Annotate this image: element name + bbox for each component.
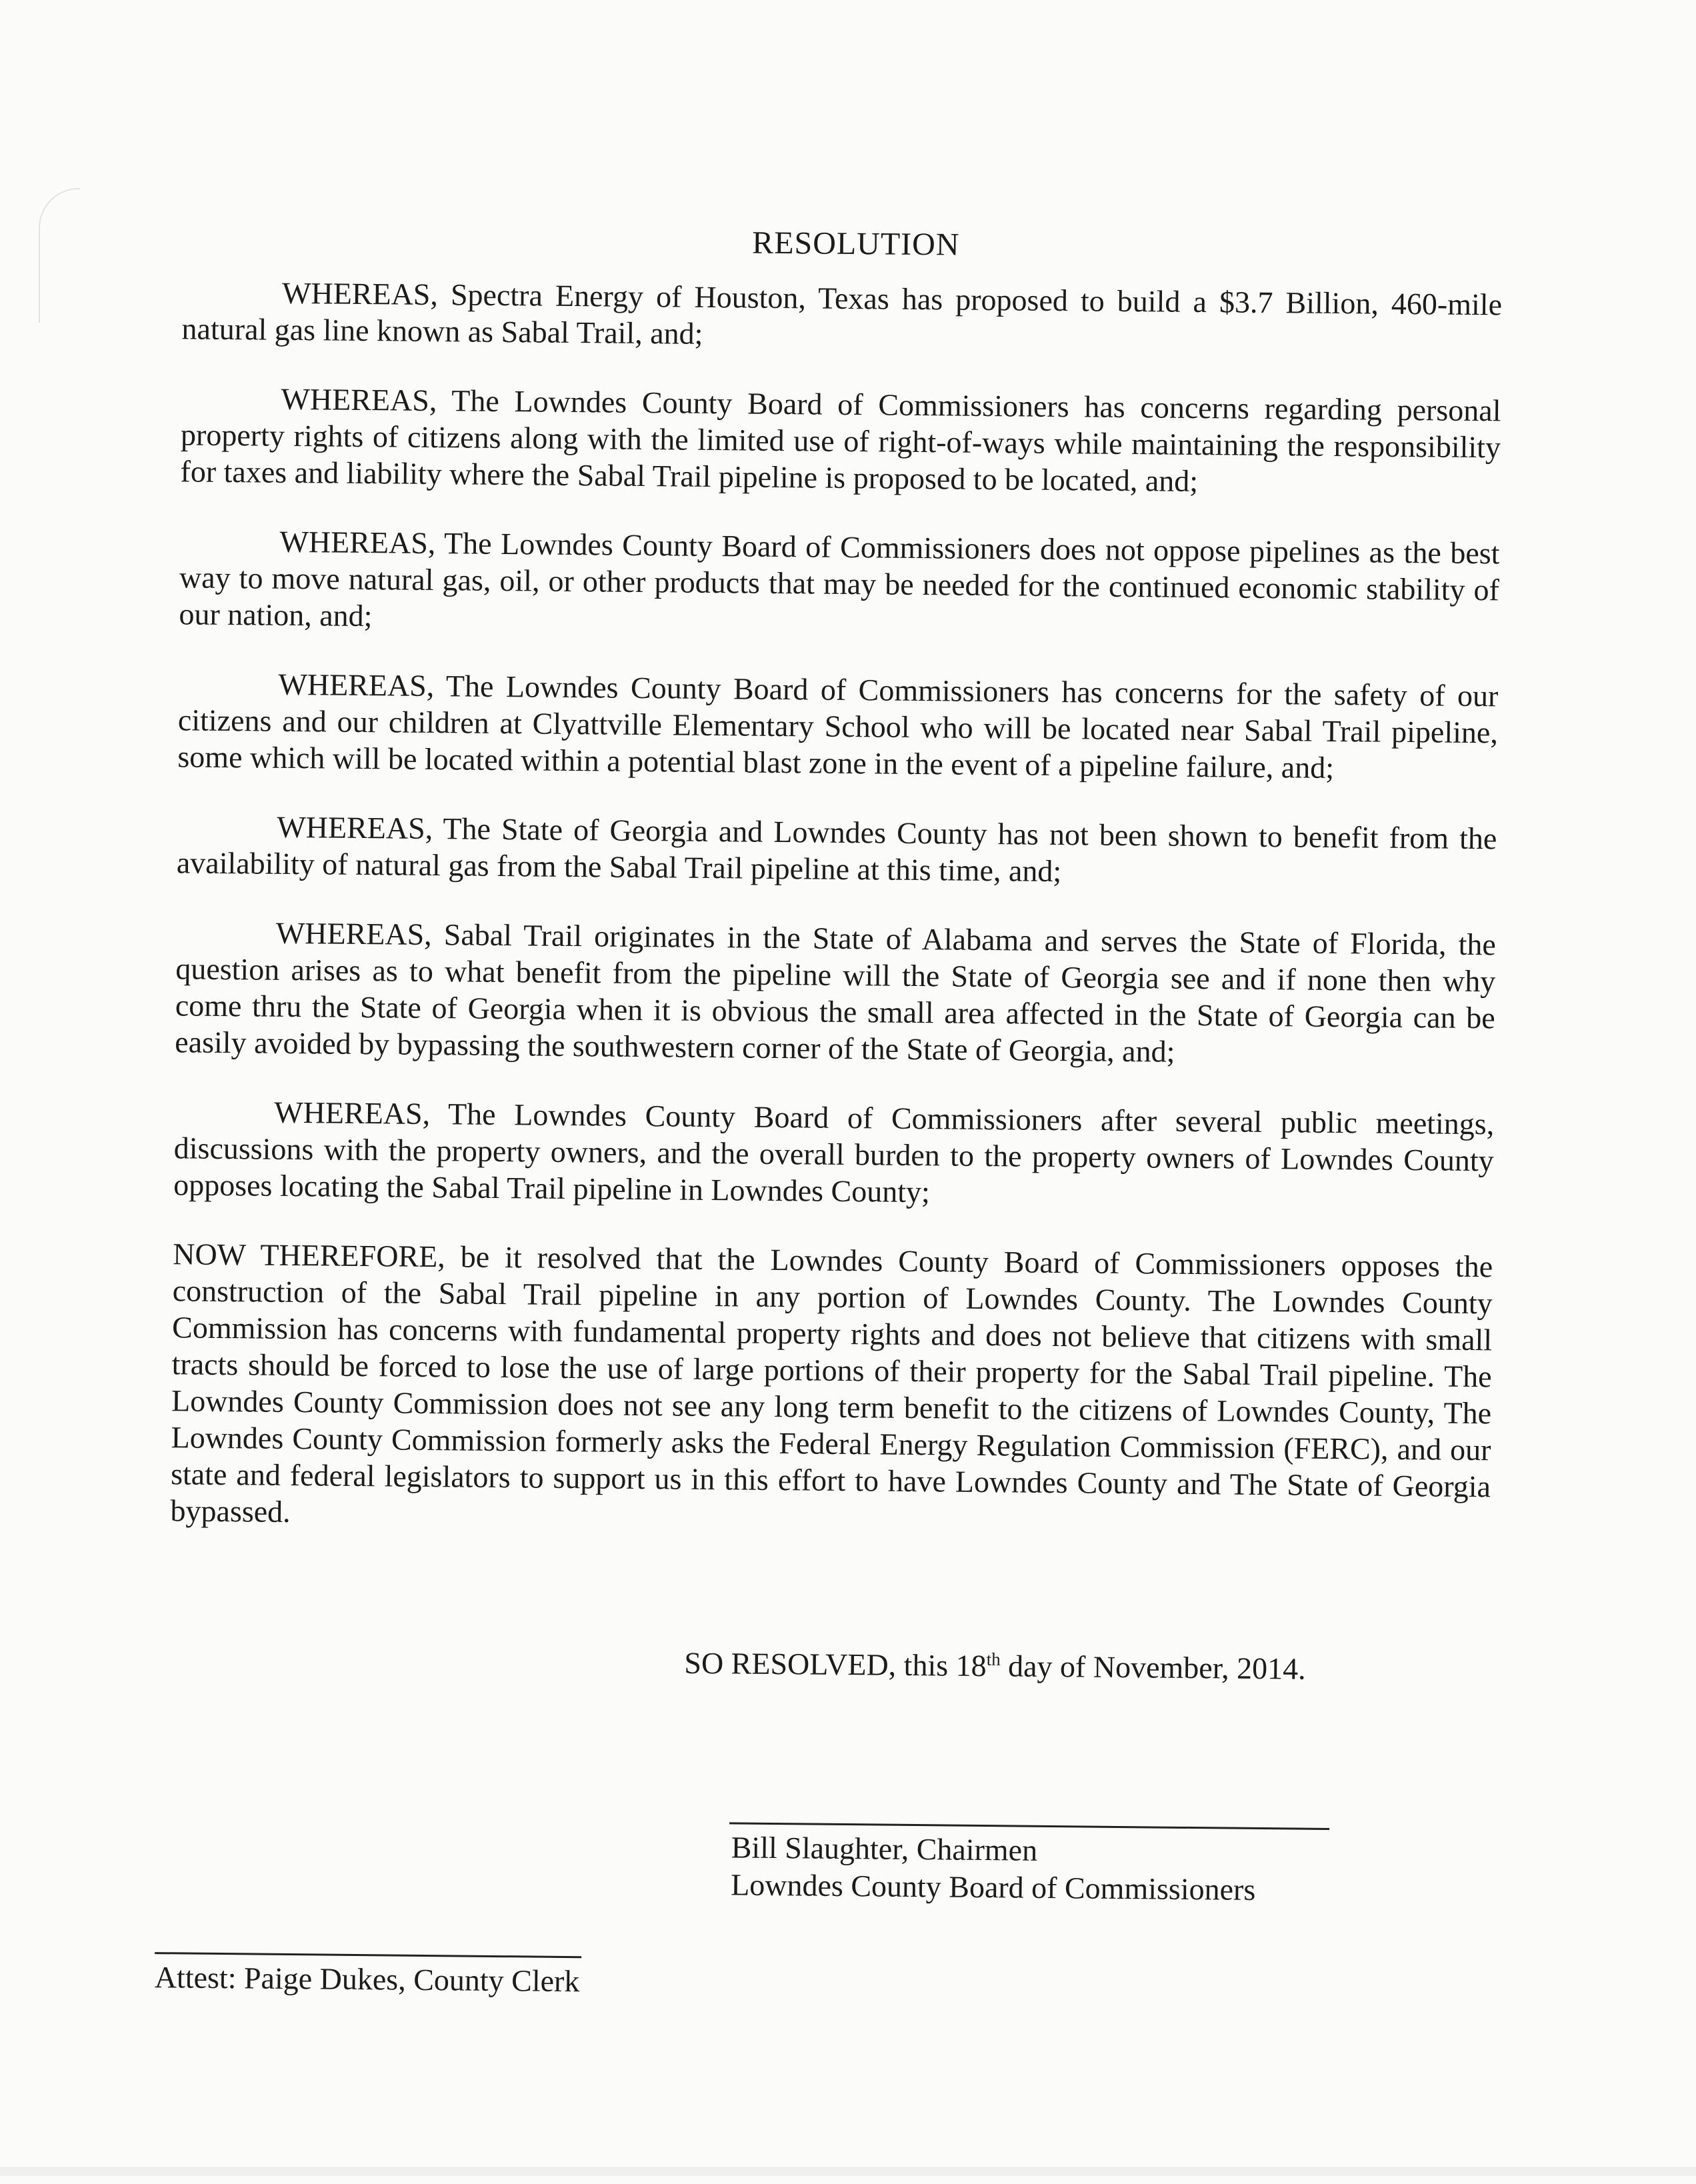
chairman-signature-line xyxy=(729,1822,1329,1830)
whereas-paragraph-4: WHEREAS, The Lowndes County Board of Commissioners has concerns for the safety of our citizens and our children at Clyattville Elementary School who will be located near Sabal Trail pipeline, some which will be located within a potential blast zone in the event of a pipeline failure, and; xyxy=(177,667,1499,785)
resolved-ordinal-suffix: th xyxy=(986,1649,1001,1669)
resolution-body xyxy=(170,273,1502,1574)
chairman-signature-block xyxy=(731,1829,1256,1909)
now-therefore-paragraph: NOW THEREFORE, be it resolved that the Lowndes County Board of Commissioners opposes the construction of the Sabal Trail pipeline in any portion of Lowndes County. The Lowndes County Commission has concerns with fundamental property rights and does not believe that citizens with small tracts should be forced to lose the use of large portions of their property for the Sabal Trail pipeline. The Lowndes County Commission does not see any long term benefit to the citizens of Lowndes County, The Lowndes County Commission formerly asks the Federal Energy Regulation Commission (FERC), and our state and federal legislators to support us in this effort to have Lowndes County and The State of Georgia bypassed. xyxy=(170,1237,1493,1529)
resolved-suffix: day of November, 2014. xyxy=(1000,1649,1306,1686)
whereas-paragraph-3: WHEREAS, The Lowndes County Board of Commissioners does not oppose pipelines as the best way to move natural gas, oil, or other products that may be needed for the continued economic stability of our nation, and; xyxy=(179,524,1500,633)
whereas-paragraph-2: WHEREAS, The Lowndes County Board of Commissioners has concerns regarding personal property rights of citizens along with the limited use of right-of-ways while maintaining the responsibility for taxes and liability where the Sabal Trail pipeline is proposed to be located, and; xyxy=(180,381,1501,499)
chairman-name: Bill Slaughter, Chairmen xyxy=(731,1830,1038,1867)
whereas-paragraph-5: WHEREAS, The State of Georgia and Lowndes County has not been shown to benefit from the availability of natural gas from the Sabal Trail pipeline at this time, and; xyxy=(176,809,1497,889)
so-resolved-line xyxy=(684,1645,1306,1687)
document-title: RESOLUTION xyxy=(751,225,960,263)
clerk-signature-line xyxy=(155,1952,581,1958)
whereas-paragraph-6: WHEREAS, Sabal Trail originates in the State of Alabama and serves the State of Florida, the question arises as to what benefit from the pipeline will the State of Georgia see and if none then why come thru the State of Georgia when it is obvious the small area affected in the State of Georgia can be easily avoided by bypassing the southwestern corner of the State of Georgia, and; xyxy=(175,915,1497,1069)
whereas-paragraph-1: WHEREAS, Spectra Energy of Houston, Texas has proposed to build a $3.7 Billion, 460-mile natural gas line known as Sabal Trail, and; xyxy=(181,275,1503,351)
whereas-paragraph-7: WHEREAS, The Lowndes County Board of Commissioners after several public meetings, discussions with the property owners, and the overall burden to the property owners of Lowndes County opposes locating the Sabal Trail pipeline in Lowndes County; xyxy=(173,1095,1495,1209)
chairman-organization: Lowndes County Board of Commissioners xyxy=(730,1867,1256,1907)
resolved-prefix: SO RESOLVED, this 18 xyxy=(684,1645,987,1683)
attest-clerk: Attest: Paige Dukes, County Clerk xyxy=(154,1960,580,1999)
